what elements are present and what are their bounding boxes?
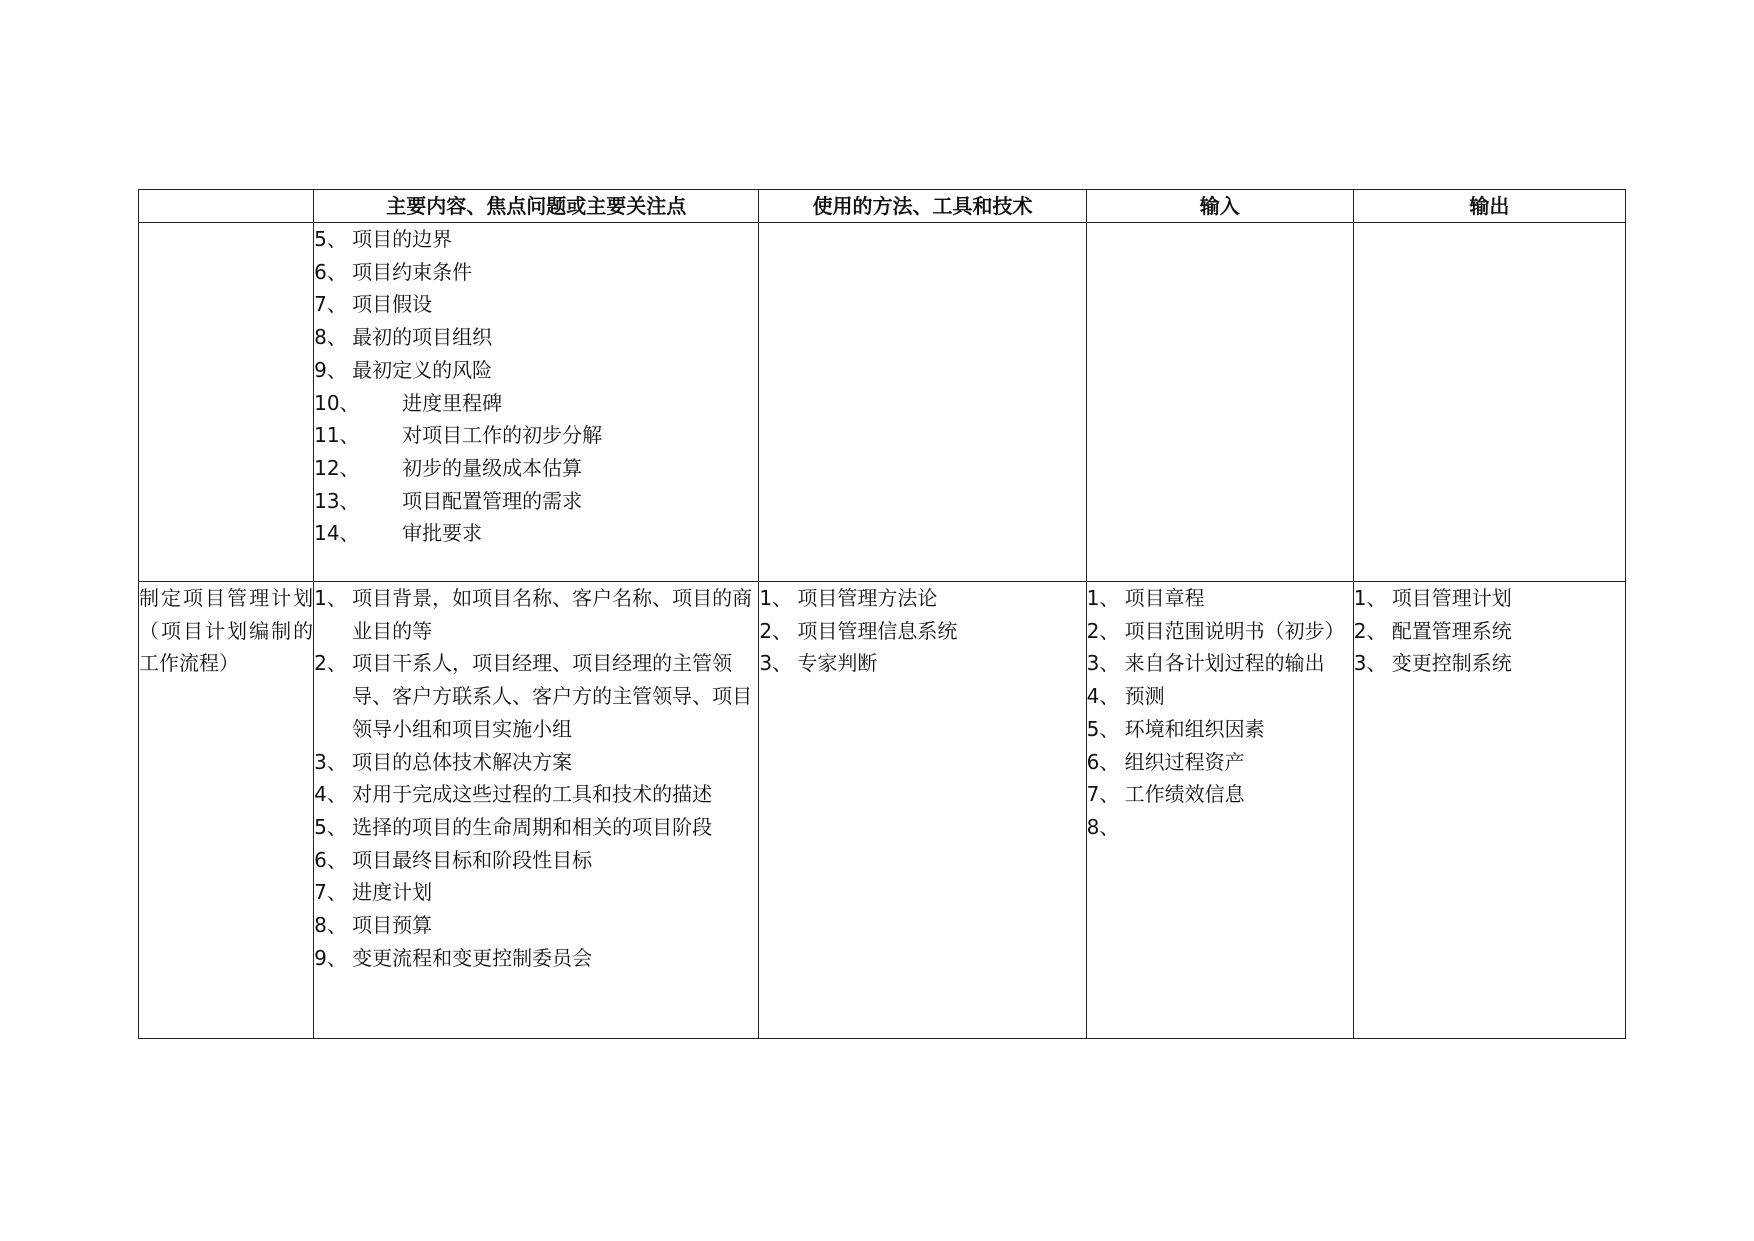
list-item: 2、 配置管理系统: [1353, 618, 1512, 643]
list-item: 1、 项目章程: [1086, 586, 1205, 610]
list-item: 2、 项目干系人，项目经理、项目经理的主管领导、客户方联系人、客户方的主管领导、项目领导小组和项目实施小组: [314, 651, 753, 741]
list-item: 9、 最初定义的风险: [314, 357, 493, 382]
list-item: 3、 专家判断: [759, 651, 878, 676]
list-item: 11、 对项目工作的初步分解: [314, 423, 603, 448]
row2-methods-list: [759, 582, 1085, 680]
row2-input-cell: [1086, 582, 1353, 1039]
list-item: 1、 项目管理计划: [1353, 586, 1512, 610]
list-item: 5、 选择的项目的生命周期和相关的项目阶段: [314, 814, 713, 839]
list-item: 6、 组织过程资产: [1086, 749, 1245, 774]
table-row: [139, 582, 1626, 1039]
list-item: 2、 项目范围说明书（初步）: [1086, 618, 1345, 643]
list-item: 8、 最初的项目组织: [314, 325, 493, 350]
list-item: 8、 项目预算: [314, 913, 433, 938]
list-item: 3、 项目的总体技术解决方案: [314, 749, 573, 774]
row1-input-cell: [1086, 223, 1353, 582]
list-item: 6、 项目约束条件: [314, 259, 473, 284]
list-item: 2、 项目管理信息系统: [759, 618, 958, 643]
list-item: 1、 项目背景，如项目名称、客户名称、项目的商业目的等: [314, 586, 753, 643]
list-item: 8、: [1086, 814, 1120, 839]
header-process: [139, 190, 314, 223]
list-item: 5、 环境和组织因素: [1086, 716, 1265, 741]
row1-methods-cell: [759, 223, 1086, 582]
header-output: 输出: [1353, 190, 1625, 223]
list-item: 14、 审批要求: [314, 521, 483, 546]
list-item: 3、 变更控制系统: [1353, 651, 1512, 676]
list-item: 9、 变更流程和变更控制委员会: [314, 945, 593, 970]
row1-content-cell: [314, 223, 759, 582]
list-item: 7、 工作绩效信息: [1086, 782, 1245, 807]
row2-process-cell: [139, 582, 314, 1039]
list-item: 7、 项目假设: [314, 292, 433, 317]
list-item: 3、 来自各计划过程的输出: [1086, 651, 1325, 676]
process-subtitle: （项目计划编制的工作流程）: [139, 618, 314, 676]
list-item: 6、 项目最终目标和阶段性目标: [314, 847, 593, 872]
process-table: [138, 189, 1626, 1039]
row2-output-cell: [1353, 582, 1625, 1039]
list-item: 5、 项目的边界: [314, 227, 453, 251]
list-item: 4、 对用于完成这些过程的工具和技术的描述: [314, 782, 713, 807]
list-item: 12、 初步的量级成本估算: [314, 455, 583, 480]
list-item: 1、 项目管理方法论: [759, 586, 938, 610]
header-content: 主要内容、焦点问题或主要关注点: [314, 190, 759, 223]
row2-content-cell: [314, 582, 759, 1039]
row2-methods-cell: [759, 582, 1086, 1039]
row1-content-list: [314, 223, 758, 550]
row2-input-list: [1087, 582, 1353, 844]
table-row: [139, 223, 1626, 582]
header-input: 输入: [1086, 190, 1353, 223]
list-item: 10、 进度里程碑: [314, 390, 503, 415]
list-item: 4、 预测: [1086, 684, 1165, 709]
process-name: 制定项目管理计划: [139, 586, 314, 610]
row1-output-cell: [1353, 223, 1625, 582]
row2-content-list: [314, 582, 758, 974]
header-methods: 使用的方法、工具和技术: [759, 190, 1086, 223]
header-row: [139, 190, 1626, 223]
list-item: 13、 项目配置管理的需求: [314, 488, 583, 513]
row2-output-list: [1354, 582, 1625, 680]
list-item: 7、 进度计划: [314, 880, 433, 905]
row1-process-cell: [139, 223, 314, 582]
